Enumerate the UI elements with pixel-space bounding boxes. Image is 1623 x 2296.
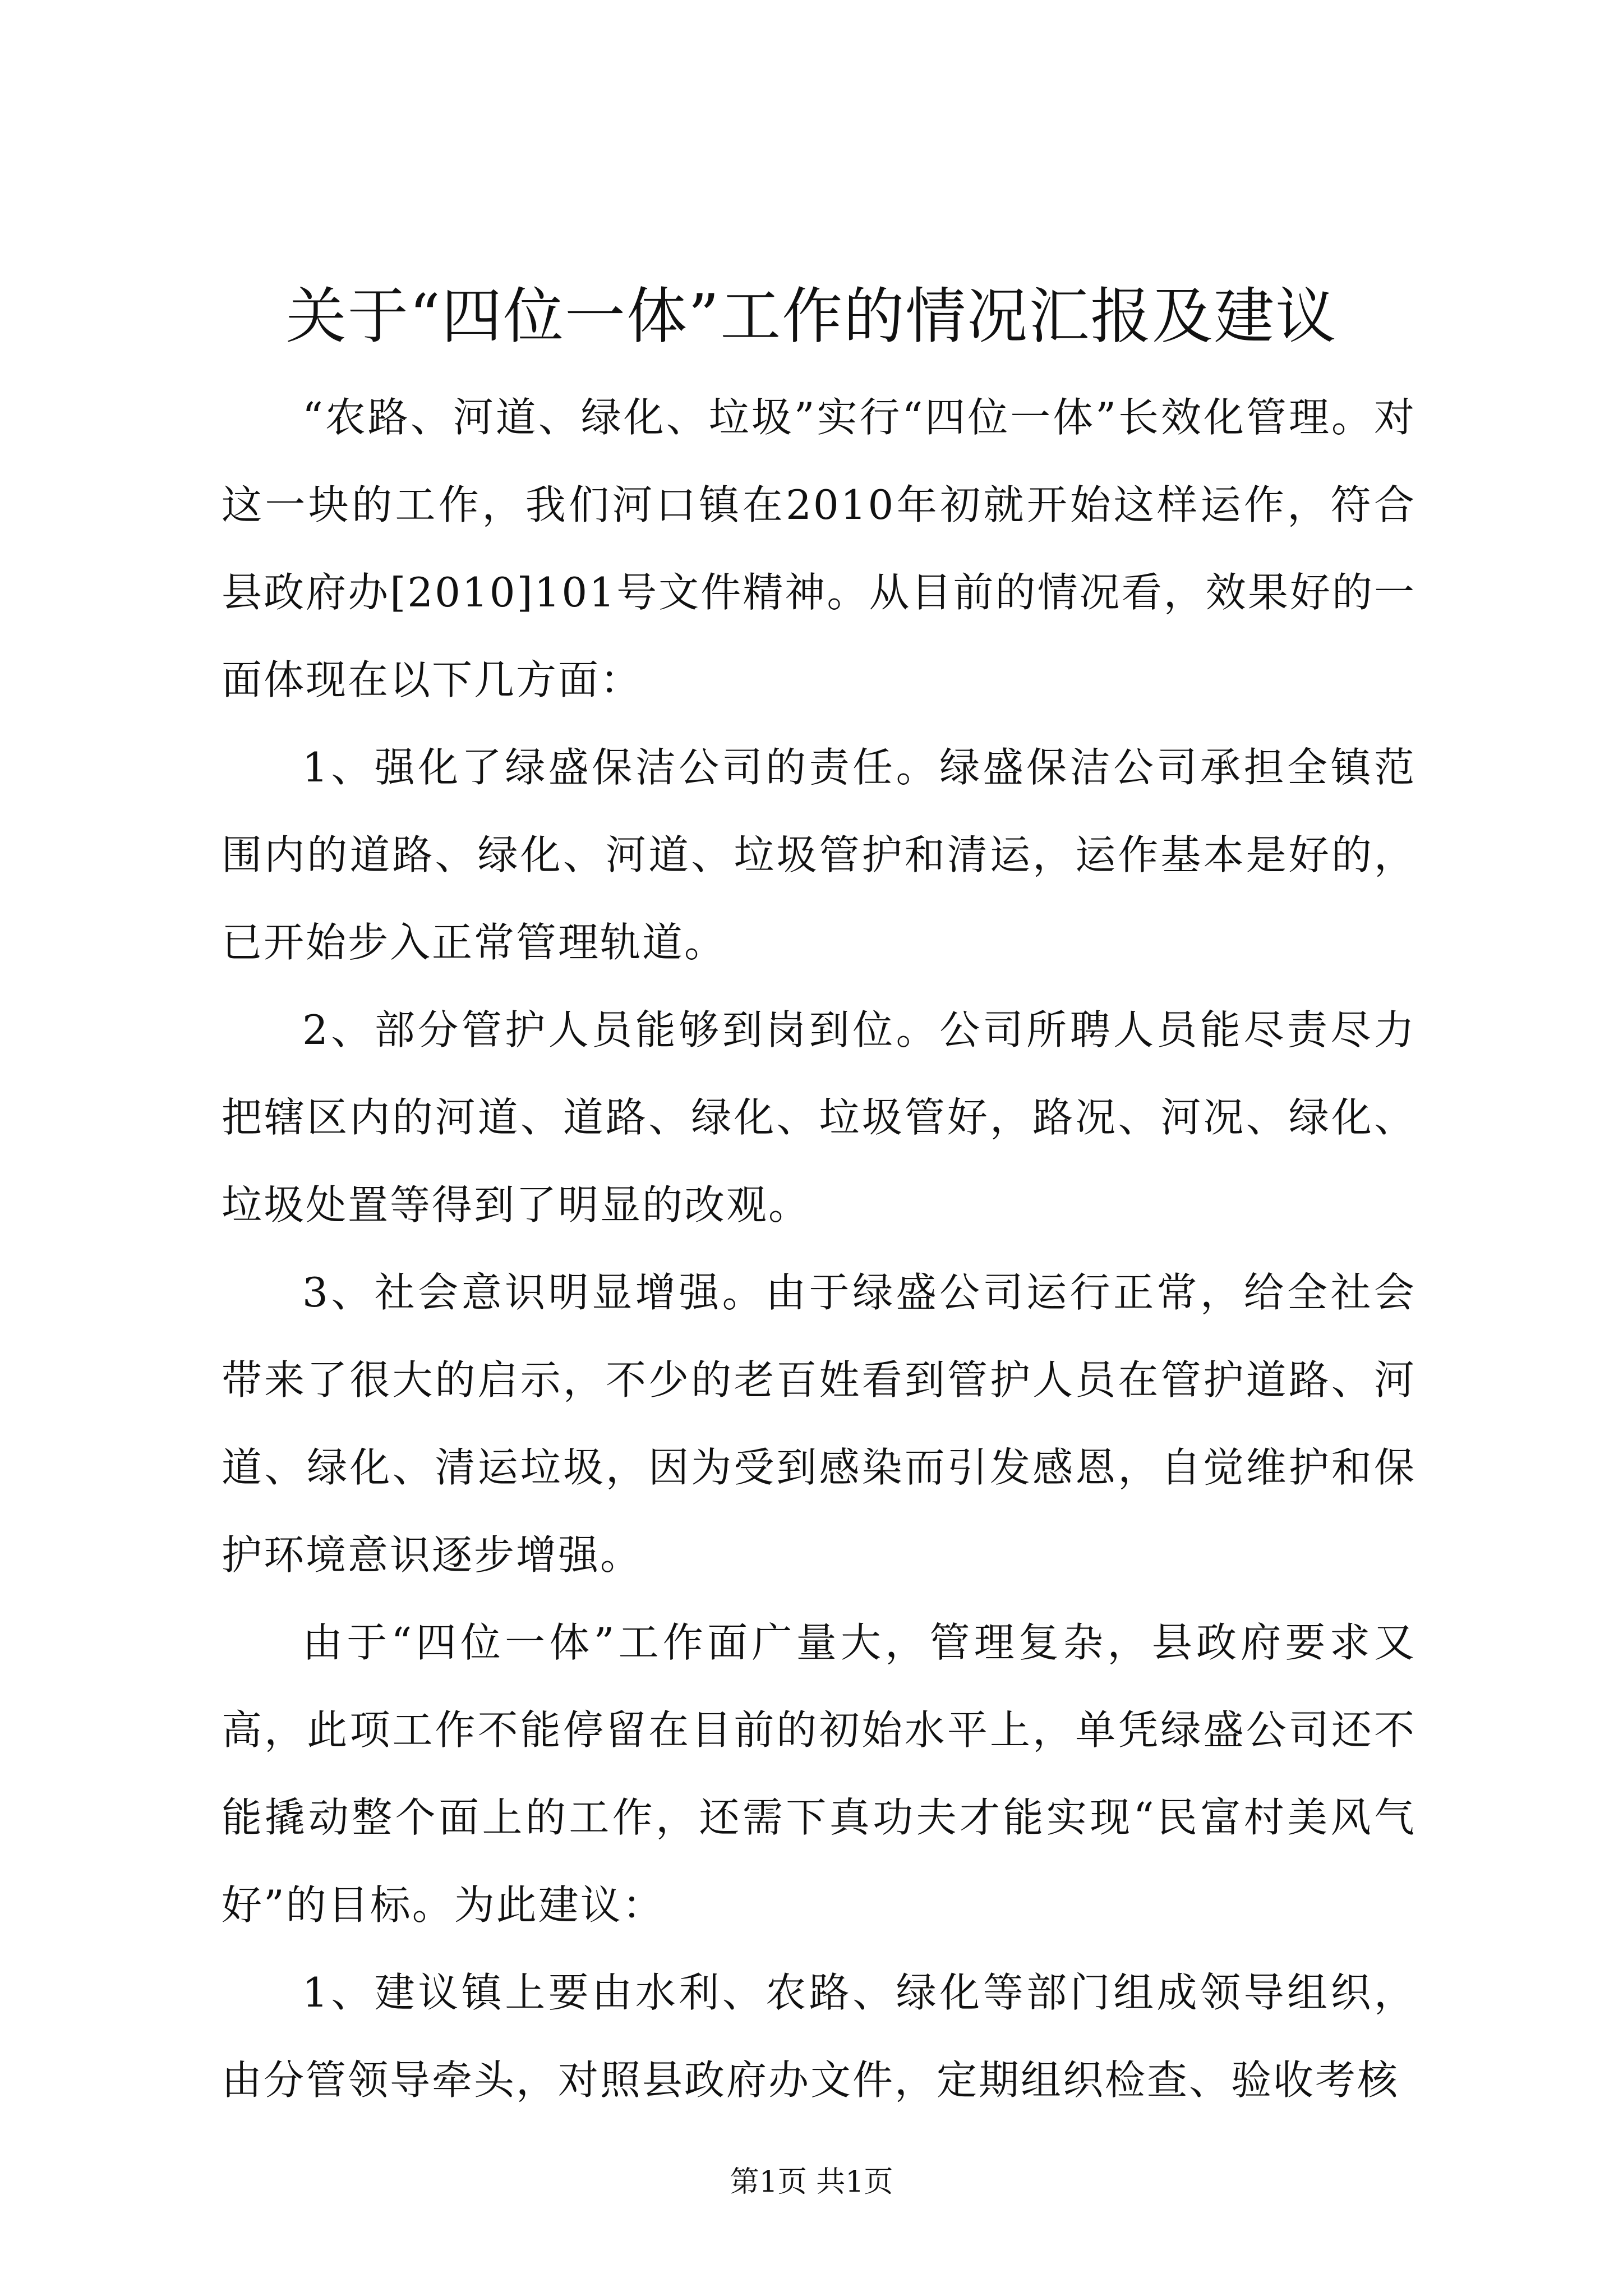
page-footer: 第1页 共1页 <box>730 2165 893 2199</box>
document-body <box>222 374 1416 2124</box>
document-title: 关于“四位一体”工作的情况汇报及建议 <box>285 282 1338 352</box>
paragraph-point-3: 3、社会意识明显增强。由于绿盛公司运行正常，给全社会带来了很大的启示，不少的老百姓看到管护人员在管护道路、河道、绿化、清运垃圾，因为受到感染而引发感恩，自觉维护和保护环境意识逐步增强。 <box>222 1269 1416 1579</box>
paragraph-intro: “农路、河道、绿化、垃圾”实行“四位一体”长效化管理。对这一块的工作，我们河口镇在2010年初就开始这样运作，符合县政府办[2010]101号文件精神。从目前的情况看，效果好的一面体现在以下几方面： <box>222 394 1416 703</box>
paragraph-suggestion-intro: 由于“四位一体”工作面广量大，管理复杂，县政府要求又高，此项工作不能停留在目前的初始水平上，单凭绿盛公司还不能撬动整个面上的工作，还需下真功夫才能实现“民富村美风气好”的目标。为此建议： <box>222 1619 1416 1929</box>
paragraph-point-1: 1、强化了绿盛保洁公司的责任。绿盛保洁公司承担全镇范围内的道路、绿化、河道、垃圾管护和清运，运作基本是好的，已开始步入正常管理轨道。 <box>222 744 1416 966</box>
paragraph-point-2: 2、部分管护人员能够到岗到位。公司所聘人员能尽责尽力把辖区内的河道、道路、绿化、垃圾管好，路况、河况、绿化、垃圾处置等得到了明显的改观。 <box>222 1006 1416 1228</box>
paragraph-suggestion-1: 1、建议镇上要由水利、农路、绿化等部门组成领导组织，由分管领导牵头，对照县政府办文件，定期组织检查、验收考核 <box>222 1969 1416 2104</box>
